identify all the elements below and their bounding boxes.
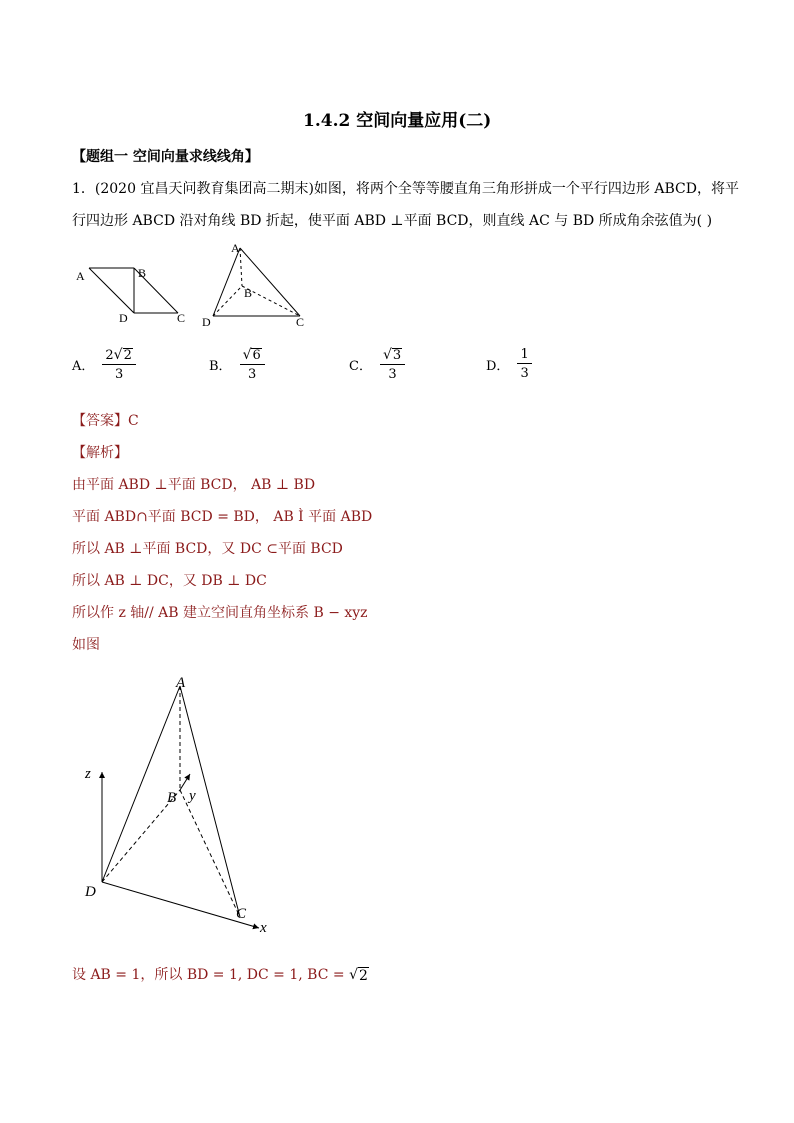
choice-a-radicand: 2 xyxy=(123,348,132,363)
coordinate-figure xyxy=(70,660,290,945)
parallelogram-figure xyxy=(70,258,195,328)
fig2-label-c: C xyxy=(296,315,305,329)
fig3-label-a: A xyxy=(176,675,186,691)
tetrahedron-figure xyxy=(198,236,318,332)
fig1-label-c: C xyxy=(177,311,186,325)
choice-a-letter: A． xyxy=(72,359,95,374)
analysis-line-2: 平面 ABD∩平面 BCD = BD， AB Ì 平面 ABD xyxy=(72,509,373,525)
question-line-2: 行四边形 ABCD 沿对角线 BD 折起，使平面 ABD ⊥平面 BCD，则直线 AC 与 BD 所成角余弦值为( ) xyxy=(72,213,713,229)
choice-c-den: 3 xyxy=(388,367,397,382)
fig2-label-d: D xyxy=(202,315,211,329)
answer: 【答案】C xyxy=(72,413,139,429)
analysis-header: 【解析】 xyxy=(72,445,128,461)
analysis-line-3: 所以 AB ⊥平面 BCD，又 DC ⊂平面 BCD xyxy=(72,541,343,557)
choice-c-letter: C． xyxy=(349,359,372,374)
as-figure-text: 如图 xyxy=(72,637,100,653)
final-line: 设 AB = 1，所以 BD = 1, DC = 1, BC = √ 2 xyxy=(72,967,368,984)
choice-a xyxy=(72,348,136,381)
choice-a-fraction: 2 √ 2 3 xyxy=(102,348,135,381)
choice-c xyxy=(349,348,405,381)
choice-d-fraction xyxy=(517,348,531,380)
fig3-label-z: z xyxy=(85,766,91,782)
page-title: 1.4.2 空间向量应用(二) xyxy=(303,111,492,131)
choice-c-radicand: 3 xyxy=(392,348,402,363)
fig3-label-d: D xyxy=(85,884,96,900)
section-heading: 【题组一 空间向量求线线角】 xyxy=(72,149,259,165)
choice-b-radicand: 6 xyxy=(252,348,261,363)
fig2-label-b: B xyxy=(244,286,253,300)
choice-d-den: 3 xyxy=(520,366,529,381)
choice-b xyxy=(209,348,265,381)
analysis-line-4: 所以 AB ⊥ DC，又 DB ⊥ DC xyxy=(72,573,267,589)
fig1-label-d: D xyxy=(119,311,128,325)
analysis-line-1: 由平面 ABD ⊥平面 BCD， AB ⊥ BD xyxy=(72,477,316,493)
fig1-label-a: A xyxy=(76,269,85,283)
choice-d xyxy=(486,348,532,380)
choice-b-fraction: √ 6 3 xyxy=(240,348,265,381)
fig1-label-b: B xyxy=(138,266,147,280)
fig3-label-c: C xyxy=(236,906,247,922)
choice-b-letter: B． xyxy=(209,359,232,374)
choice-d-letter: D． xyxy=(486,358,510,374)
fig3-label-y: y xyxy=(189,788,196,804)
choice-a-coef: 2 xyxy=(105,348,114,363)
choice-c-fraction: √ 3 3 xyxy=(380,348,405,381)
final-line-radicand: 2 xyxy=(358,968,368,984)
final-line-prefix: 设 AB = 1，所以 BD = 1, DC = 1, BC = xyxy=(72,967,350,983)
analysis-line-5: 所以作 z 轴// AB 建立空间直角坐标系 B − xyz xyxy=(72,605,368,621)
choice-d-num: 1 xyxy=(517,348,531,364)
fig3-label-x: x xyxy=(260,920,267,936)
fig2-label-a: A xyxy=(231,241,240,255)
question-line-1: 1．(2020 宜昌天问教育集团高二期末)如图，将两个全等等腰直角三角形拼成一个平行四边形 ABCD，将平 xyxy=(72,181,739,197)
choice-a-den: 3 xyxy=(114,367,124,382)
fig3-label-b: B xyxy=(167,790,177,806)
choice-b-den: 3 xyxy=(248,367,257,382)
